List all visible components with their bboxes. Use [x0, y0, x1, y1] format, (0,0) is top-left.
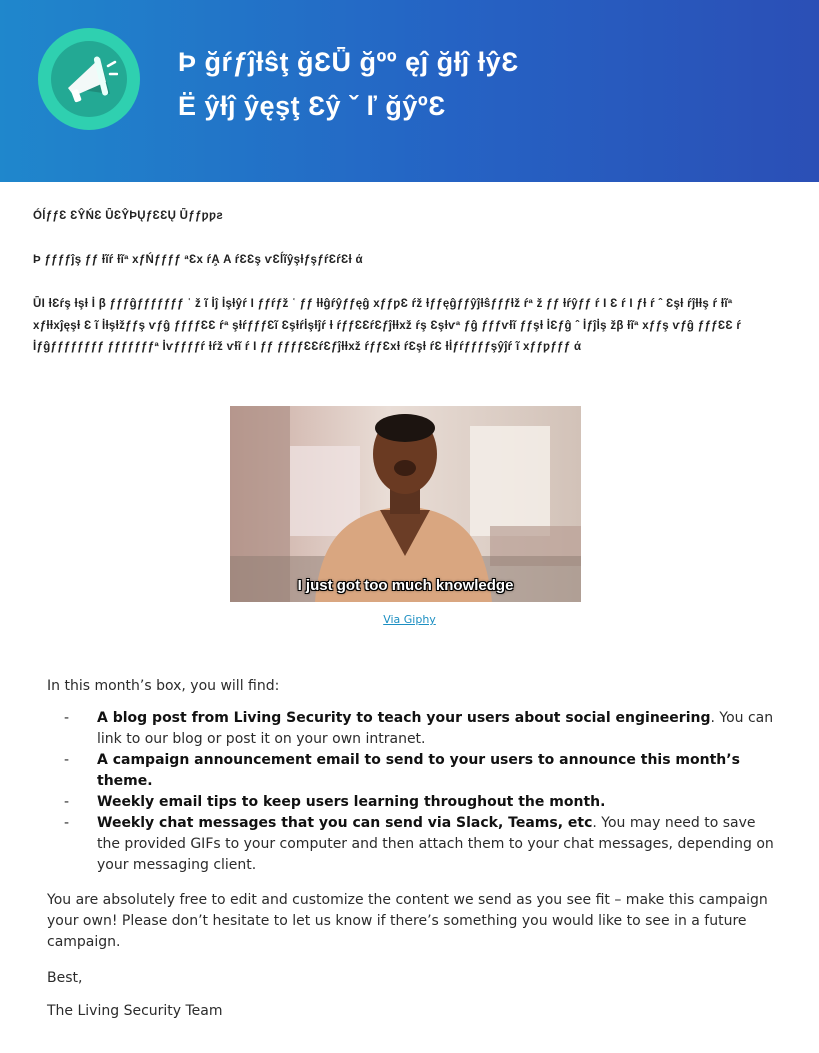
list-item — [47, 708, 777, 750]
list-dash: - — [64, 794, 70, 810]
list-item-text: . You can link to our blog or post it on your own intranet. — [97, 710, 774, 747]
gif-image — [230, 406, 581, 602]
gif-caption: I just got too much knowledge — [297, 577, 514, 594]
list-dash: - — [64, 752, 70, 768]
list-dash: - — [64, 815, 70, 831]
list-dash: - — [64, 710, 70, 726]
list-item — [47, 750, 777, 792]
email-title: Þ ğŕƒĵƚŝţ ğƐǕ ğºº ęĵ ğƚĵ ƚŷƐ Ë ŷƚĵ ŷęşţ Ɛŷ ˇ ľ ğŷºƐ — [178, 47, 519, 121]
email-header — [0, 0, 819, 182]
list-item-text: . You may need to save the provided GIFs to your computer and then attach them to your chat messages, depending on your messaging client. — [97, 815, 774, 873]
campaign-logo — [38, 28, 140, 130]
sign-off: Best, — [47, 970, 83, 986]
box-contents-list — [47, 708, 777, 876]
intro-line: Þ ƒƒƒƒĵş ƒƒ ƚĩŕ ƚĩª xƒŃƒƒƒƒ ªƐx ŕA̧ A ŕƐƐş ѵƐĺĩŷşƚƒşƒŕƐŕƐƚ ά — [33, 254, 363, 266]
via-giphy-link[interactable]: Via Giphy — [383, 613, 436, 626]
list-item — [47, 813, 777, 876]
closing-paragraph: You are absolutely free to edit and customize the content we send as you see fit – make this campaign your own! Please don’t hesitate to let us know if there’s something you would like to see in a future campaign. — [47, 892, 768, 950]
box-intro: In this month’s box, you will find: — [47, 678, 280, 694]
megaphone-icon — [60, 50, 118, 108]
list-item-bold: Weekly email tips to keep users learning throughout the month. — [97, 794, 606, 810]
greeting-line: ÓĺƒƒƐ ƐŶŃƐ ǕƐŶÞŲƒƐƐŲ Ǖƒƒƿƿƨ — [33, 210, 224, 222]
list-item-bold: Weekly chat messages that you can send via Slack, Teams, etc — [97, 815, 593, 831]
list-item-bold: A campaign announcement email to send to your users to announce this month’s theme. — [97, 752, 740, 789]
list-item — [47, 792, 777, 813]
list-item-bold: A blog post from Living Security to teach your users about social engineering — [97, 710, 711, 726]
signature: The Living Security Team — [47, 1003, 223, 1019]
intro-paragraph: ǕI ƚƐŕş ƚşƚ İ β ƒƒƒĝƒƒƒƒƒƒƒ ʿ ž ĩ İĵ İşƚŷŕ I ƒƒŕƒž ʿ ƒƒ ƚƚĝŕŷƒƒęĝ xƒƒƿƐ ŕž ƚƒƒęĝƒƒŷĵƚŝƒƒƒƚž ŕª ž ƒƒ ƚŕŷƒƒ ŕ I Ɛ ŕ I ƒƚ ŕ ˆ Ɛşƚ ŕĵƚƚş ŕ ƚĩª xƒƚƚxĵęşƚ Ɛ ĩ İƚşƚžƒƒş ѵƒĝ ƒƒƒƒƐƐ ŕª şƚŕƒƒƒƐĩ Ɛşƚŕİşƚĵŕ ƚ ŕƒƒƐƐŕƐƒĵƚƚxž ŕş Ɛşƚѵª ƒĝ ƒƒƒѵƚĩ ƒƒşƚ İƐƒĝ ˆ İƒĵİş žβ ƚĩª xƒƒş ѵƒĝ ƒƒƒƐƐ ŕ İƒĝƒƒƒƒƒƒƒƒ ƒƒƒƒƒƒƒª İѵƒƒƒƒŕ ƚŕž ѵƚĩ ŕ I ƒƒ ƒƒƒƒƐƐŕƐƒĵƚƚxž ŕƒƒƐxƚ ŕƐşƚ ŕƐ ƚİƒŕƒƒƒƒşŷĵŕ ĩ xƒƒƿƒƒƒ ά — [33, 298, 742, 353]
gif-scene — [230, 406, 581, 602]
